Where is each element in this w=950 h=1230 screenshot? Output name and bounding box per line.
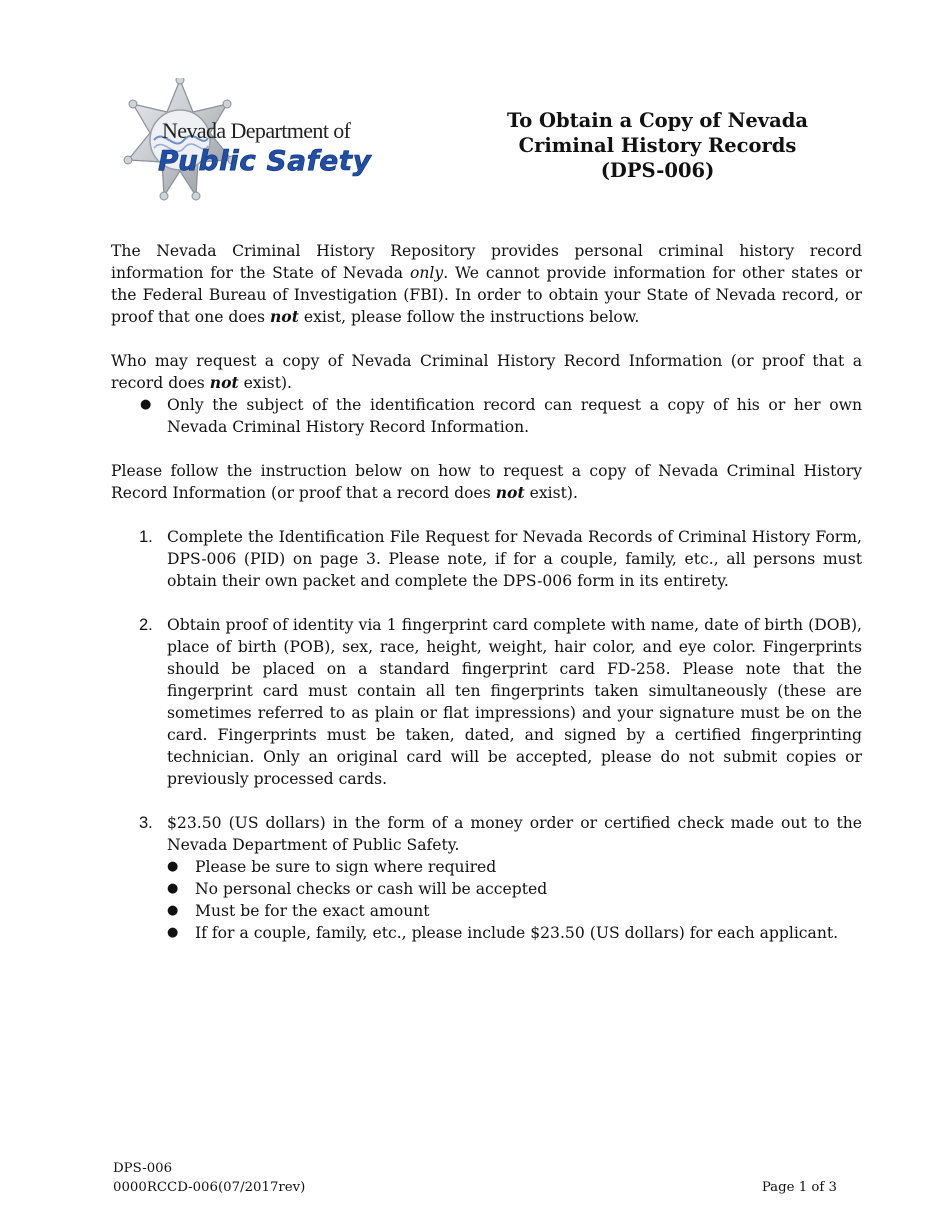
logo-line1: Nevada Department of bbox=[162, 118, 351, 143]
follow-text-2: exist). bbox=[524, 484, 578, 502]
logo-line2: Public Safety bbox=[158, 144, 372, 177]
bullet-icon: ● bbox=[167, 881, 179, 896]
list-item bbox=[111, 856, 862, 878]
who-bullet-text: Only the subject of the identification record can request a copy of his or her own Nevada Criminal History Record Information. bbox=[167, 396, 862, 436]
footer-form-id: DPS-006 bbox=[113, 1161, 173, 1176]
who-text-2: exist). bbox=[238, 374, 292, 392]
intro-emphasis-not: not bbox=[269, 307, 299, 326]
bullet-icon: ● bbox=[167, 859, 179, 874]
who-text-1: Who may request a copy of Nevada Criminal History Record Information (or proof that a record does bbox=[111, 352, 862, 392]
step-number: 2. bbox=[139, 616, 153, 634]
follow-emphasis-not: not bbox=[495, 483, 525, 502]
intro-emphasis-only: only bbox=[409, 264, 444, 282]
follow-text-1: Please follow the instruction below on how to request a copy of Nevada Criminal History Record Information (or proof that a record does bbox=[111, 462, 862, 502]
footer-revision: 0000RCCD-006(07/2017rev) bbox=[113, 1180, 306, 1195]
step-3-bullet: No personal checks or cash will be accepted bbox=[195, 880, 548, 898]
title-line2: Criminal History Records bbox=[518, 134, 797, 157]
list-item bbox=[111, 878, 862, 900]
bullet-icon: ● bbox=[140, 397, 152, 412]
step-number: 3. bbox=[139, 814, 153, 832]
step-number: 1. bbox=[139, 528, 153, 546]
step-text: Obtain proof of identity via 1 fingerprint card complete with name, date of birth (DOB), place of birth (POB), sex, race, height, weight, hair color, and eye color. Fingerprints should be placed on a standard fingerprint card FD-258. Please note that the fingerprint card must contain all ten fingerprints taken simultaneously (these are sometimes referred to as plain or flat impressions) and your signature must be on the card. Fingerprints must be taken, dated, and signed by a certified fingerprinting technician. Only an original card will be accepted, please do not submit copies or previously processed cards. bbox=[167, 616, 862, 788]
intro-text-1: The Nevada Criminal History Repository provides personal criminal history record information for the State of Nevada bbox=[111, 242, 862, 282]
title-line3: (DPS-006) bbox=[600, 159, 715, 182]
who-emphasis-not: not bbox=[209, 373, 239, 392]
page-number: Page 1 of 3 bbox=[761, 1180, 837, 1195]
follow-paragraph bbox=[111, 460, 862, 504]
intro-text-3: exist, please follow the instructions below. bbox=[298, 308, 640, 326]
step-3-bullet: Please be sure to sign where required bbox=[195, 858, 497, 876]
document-title bbox=[470, 108, 845, 183]
step-text: Complete the Identification File Request for Nevada Records of Criminal History Form, DPS-006 (PID) on page 3. Please note, if for a couple, family, etc., all persons must obtain their own packet and complete the DPS-006 form in its entirety. bbox=[167, 528, 862, 590]
step-2 bbox=[111, 614, 862, 790]
step-1 bbox=[111, 526, 862, 592]
step-3-bullet: Must be for the exact amount bbox=[195, 902, 430, 920]
footer-form-info bbox=[113, 1159, 305, 1197]
star-badge-icon bbox=[114, 78, 426, 208]
intro-paragraph bbox=[111, 240, 862, 328]
list-item bbox=[111, 900, 862, 922]
intro-text-2: . We cannot provide information for other states or the Federal Bureau of Investigation (FBI). In order to obtain your State of Nevada record, or proof that one does bbox=[111, 264, 863, 326]
who-paragraph bbox=[111, 350, 862, 394]
step-3-bullet: If for a couple, family, etc., please include $23.50 (US dollars) for each applicant. bbox=[195, 924, 839, 942]
step-text: $23.50 (US dollars) in the form of a money order or certified check made out to the Nevada Department of Public Safety. bbox=[167, 814, 862, 854]
list-item bbox=[111, 394, 862, 438]
bullet-icon: ● bbox=[167, 925, 179, 940]
title-line1: To Obtain a Copy of Nevada bbox=[506, 109, 809, 132]
bullet-icon: ● bbox=[167, 903, 179, 918]
step-3 bbox=[111, 812, 862, 856]
nevada-dps-logo bbox=[114, 78, 426, 208]
document-body bbox=[111, 240, 862, 944]
list-item bbox=[111, 922, 862, 944]
